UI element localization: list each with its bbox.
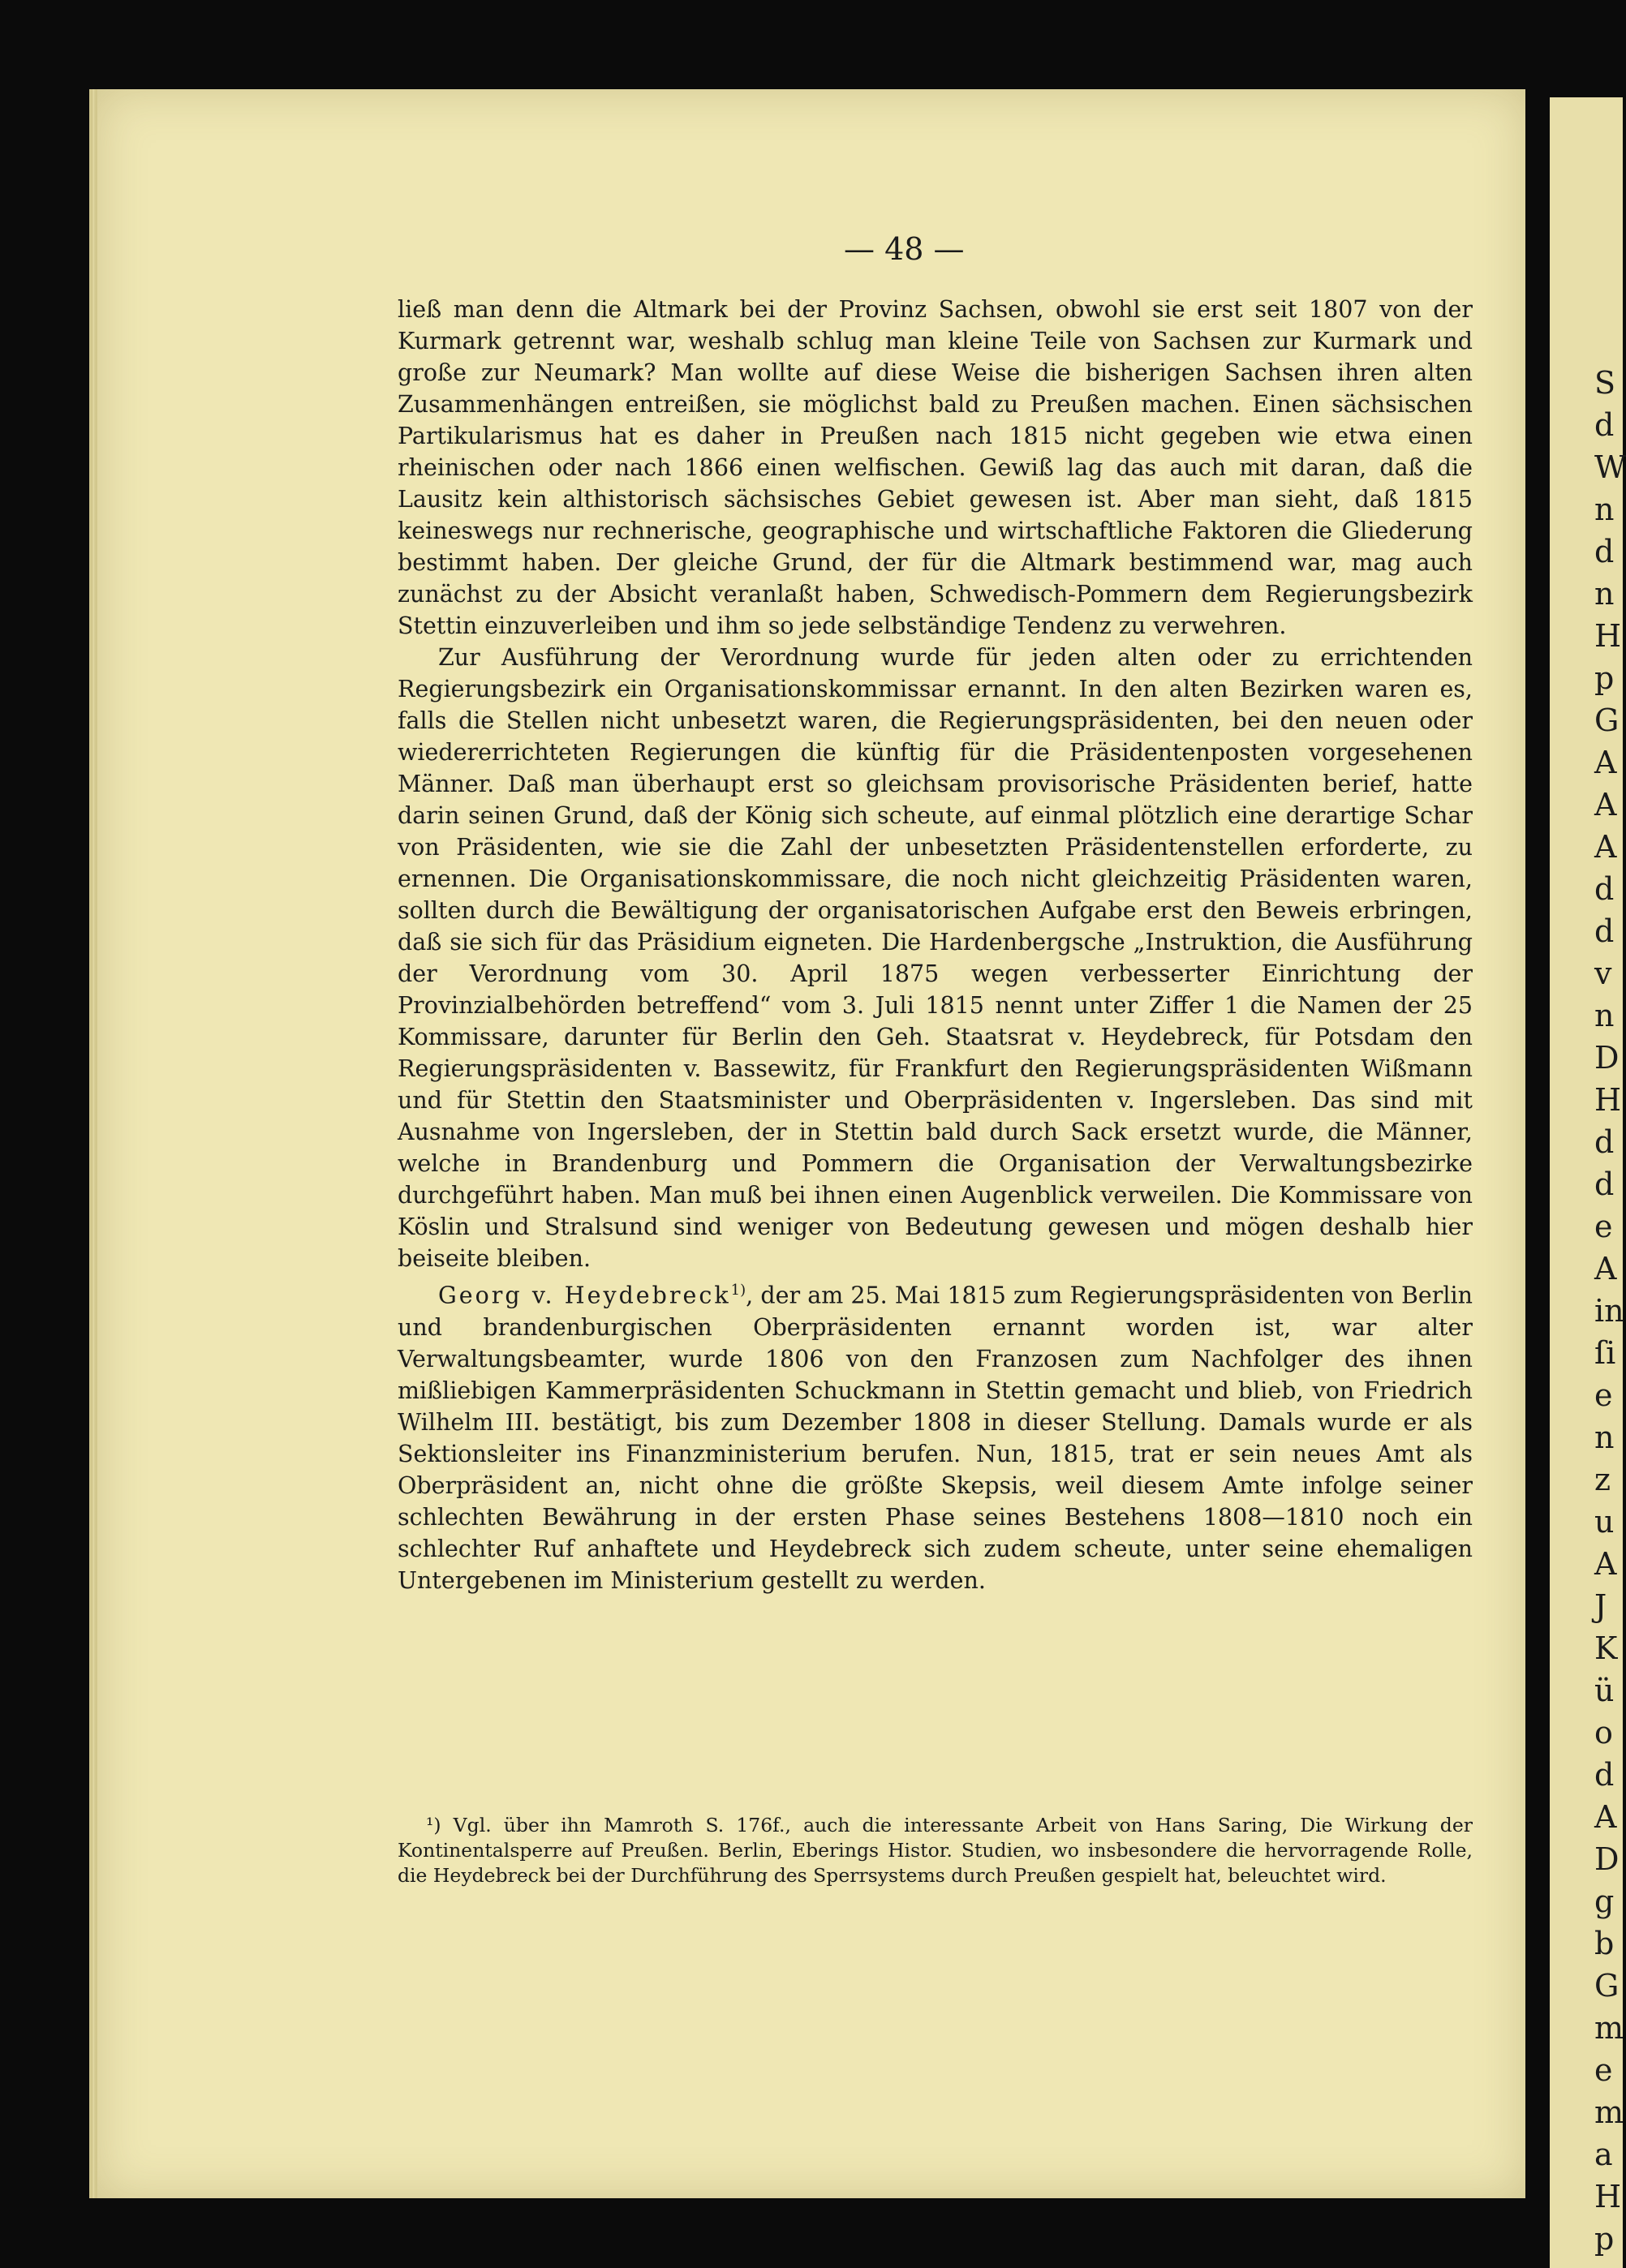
next-page-fragment: d xyxy=(1594,534,1615,569)
next-page-fragment: n xyxy=(1594,1420,1615,1455)
footnote-marker: 1) xyxy=(730,1282,746,1299)
next-page-fragment: n xyxy=(1594,492,1615,527)
next-page-fragment: A xyxy=(1594,829,1617,865)
next-page-fragment: d xyxy=(1594,1166,1615,1202)
next-page-strip xyxy=(1550,97,1626,2268)
next-page-fragment: d xyxy=(1594,407,1615,443)
next-page-fragment: K xyxy=(1594,1630,1618,1666)
paragraph xyxy=(398,1274,1473,1596)
next-page-fragment: in xyxy=(1594,1293,1624,1329)
next-page-fragment: a xyxy=(1594,2137,1613,2172)
next-page-fragment: b xyxy=(1594,1926,1615,1961)
next-page-fragment: p xyxy=(1594,2221,1615,2257)
next-page-fragment: o xyxy=(1594,1715,1613,1750)
next-page-fragment: A xyxy=(1594,787,1617,823)
next-page-fragment: e xyxy=(1594,1377,1613,1413)
next-page-fragment: ü xyxy=(1594,1673,1615,1708)
next-page-fragment: D xyxy=(1594,1040,1620,1076)
next-page-fragment: m xyxy=(1594,2094,1624,2130)
next-page-fragment: e xyxy=(1594,1209,1613,1244)
next-page-fragment: z xyxy=(1594,1462,1611,1497)
next-page-fragment: A xyxy=(1594,1546,1617,1582)
paragraph: Zur Ausführung der Verordnung wurde für jeden alten oder zu errichtenden Regierungsbezirk ein Organisationskommissar ernannt. In den alten Bezirken waren es, falls die Stellen nicht unbesetzt waren, die Regierungspräsidenten, bei den neuen oder wiedererrichteten Regierungen die künftig für die Präsidentenposten vorgesehenen Männer. Daß man überhaupt erst so gleichsam provisorische Präsidenten berief, hatte darin seinen Grund, daß der König sich scheute, auf einmal plötzlich eine derartige Schar von Präsidenten, wie sie die Zahl der unbesetzten Präsidentenstellen erforderte, zu ernennen. Die Organisationskommissare, die noch nicht gleichzeitig Präsidenten waren, sollten durch die Bewältigung der organisatorischen Aufgabe erst den Beweis erbringen, daß sie sich für das Präsidium eigneten. Die Hardenbergsche „Instruktion, die Ausführung der Verordnung vom 30. April 1875 wegen verbesserter Einrichtung der Provinzialbehörden betreffend“ vom 3. Juli 1815 nennt unter Ziffer 1 die Namen der 25 Kommissare, darunter für Berlin den Geh. Staatsrat v. Heydebreck, für Potsdam den Regierungspräsidenten v. Bassewitz, für Frankfurt den Regierungspräsidenten Wißmann und für Stettin den Staatsminister und Oberpräsidenten v. Ingersleben. Das sind mit Ausnahme von Ingersleben, der in Stettin bald durch Sack ersetzt wurde, die Männer, welche in Brandenburg und Pommern die Organisation der Verwaltungsbezirke durchgeführt haben. Man muß bei ihnen einen Augenblick verweilen. Die Kommissare von Köslin und Stralsund sind weniger von Bedeutung gewesen und mögen deshalb hier beiseite bleiben. xyxy=(398,644,1473,1272)
next-page-fragment: d xyxy=(1594,871,1615,907)
next-page-fragment: J xyxy=(1594,1588,1607,1624)
next-page-fragment: H xyxy=(1594,618,1622,654)
next-page-fragment: u xyxy=(1594,1504,1615,1540)
next-page-fragment: n xyxy=(1594,998,1615,1033)
next-page-fragment: e xyxy=(1594,2052,1613,2088)
next-page-fragment: ſi xyxy=(1594,1335,1616,1371)
main-text xyxy=(398,294,1473,1596)
next-page-fragment: D xyxy=(1594,1841,1620,1877)
next-page-fragment: W xyxy=(1594,449,1626,485)
paragraph: ließ man denn die Altmark bei der Provinz Sachsen, obwohl sie erst seit 1807 von der Kurmark getrennt war, weshalb schlug man kleine Teile von Sachsen zur Kurmark und große zur Neumark? Man wollte auf diese Weise die bisherigen Sachsen ihren alten Zusammenhängen entreißen, sie möglichst bald zu Preußen machen. Einen sächsischen Partikularismus hat es daher in Preußen nach 1815 nicht gegeben wie etwa einen rheinischen oder nach 1866 einen welfischen. Gewiß lag das auch mit daran, daß die Lausitz kein althistorisch sächsisches Gebiet gewesen ist. Aber man sieht, daß 1815 keineswegs nur rechnerische, geographische und wirtschaftliche Faktoren die Gliederung bestimmt haben. Der gleiche Grund, der für die Altmark bestimmend war, mag auch zunächst zu der Absicht veranlaßt haben, Schwedisch-Pommern dem Regierungsbezirk Stettin einzuverleiben und ihm so jede selbständige Tendenz zu verwehren. xyxy=(398,296,1473,639)
next-page-fragment: G xyxy=(1594,1968,1620,2004)
paragraph-text: , der am 25. Mai 1815 zum Regierungspräsidenten von Berlin und brandenburgischen Oberpräsidenten ernannt worden ist, war alter Verwaltungsbeamter, wurde 1806 von den Franzosen zum Nachfolger des ihnen mißliebigen Kammerpräsidenten Schuckmann in Stettin gemacht und blieb, von Friedrich Wilhelm III. bestätigt, bis zum Dezember 1808 in dieser Stellung. Damals wurde er als Sektionsleiter ins Finanzministerium berufen. Nun, 1815, trat er sein neues Amt als Oberpräsident an, nicht ohne die größte Skepsis, weil diesem Amte infolge seiner schlechten Bewährung in der ersten Phase seines Bestehens 1808—1810 noch ein schlechter Ruf anhaftete und Heydebreck sich zudem scheute, unter seine ehemaligen Untergebenen im Ministerium gestellt zu werden. xyxy=(398,1282,1473,1594)
next-page-fragment: H xyxy=(1594,2179,1622,2214)
footnote-text: ¹) Vgl. über ihn Mamroth S. 176f., auch die interessante Arbeit von Hans Saring, Die Wirkung der Kontinentalsperre auf Preußen. Berlin, Eberings Histor. Studien, wo insbesondere die hervorragende Rolle, die Heydebreck bei der Durchführung des Sperrsystems durch Preußen gespielt hat, beleuchtet wird. xyxy=(398,1814,1473,1887)
next-page-fragment: n xyxy=(1594,576,1615,612)
page-number: — 48 — xyxy=(844,231,965,267)
footnote xyxy=(398,1813,1473,1888)
next-page-fragment: A xyxy=(1594,1799,1617,1835)
person-name: Georg v. Heydebreck xyxy=(438,1282,731,1309)
next-page-fragment: S xyxy=(1594,365,1616,401)
next-page-fragment: d xyxy=(1594,1757,1615,1793)
next-page-fragment: g xyxy=(1594,1884,1615,1919)
next-page-fragment: v xyxy=(1594,956,1612,991)
next-page-fragment: m xyxy=(1594,2010,1624,2046)
next-page-fragment: d xyxy=(1594,1124,1615,1160)
next-page-fragment: A xyxy=(1594,745,1617,780)
next-page-fragment: p xyxy=(1594,660,1615,696)
next-page-fragment: H xyxy=(1594,1082,1622,1118)
next-page-fragment: A xyxy=(1594,1251,1617,1286)
next-page-fragment: G xyxy=(1594,702,1620,738)
next-page-fragment: d xyxy=(1594,913,1615,949)
